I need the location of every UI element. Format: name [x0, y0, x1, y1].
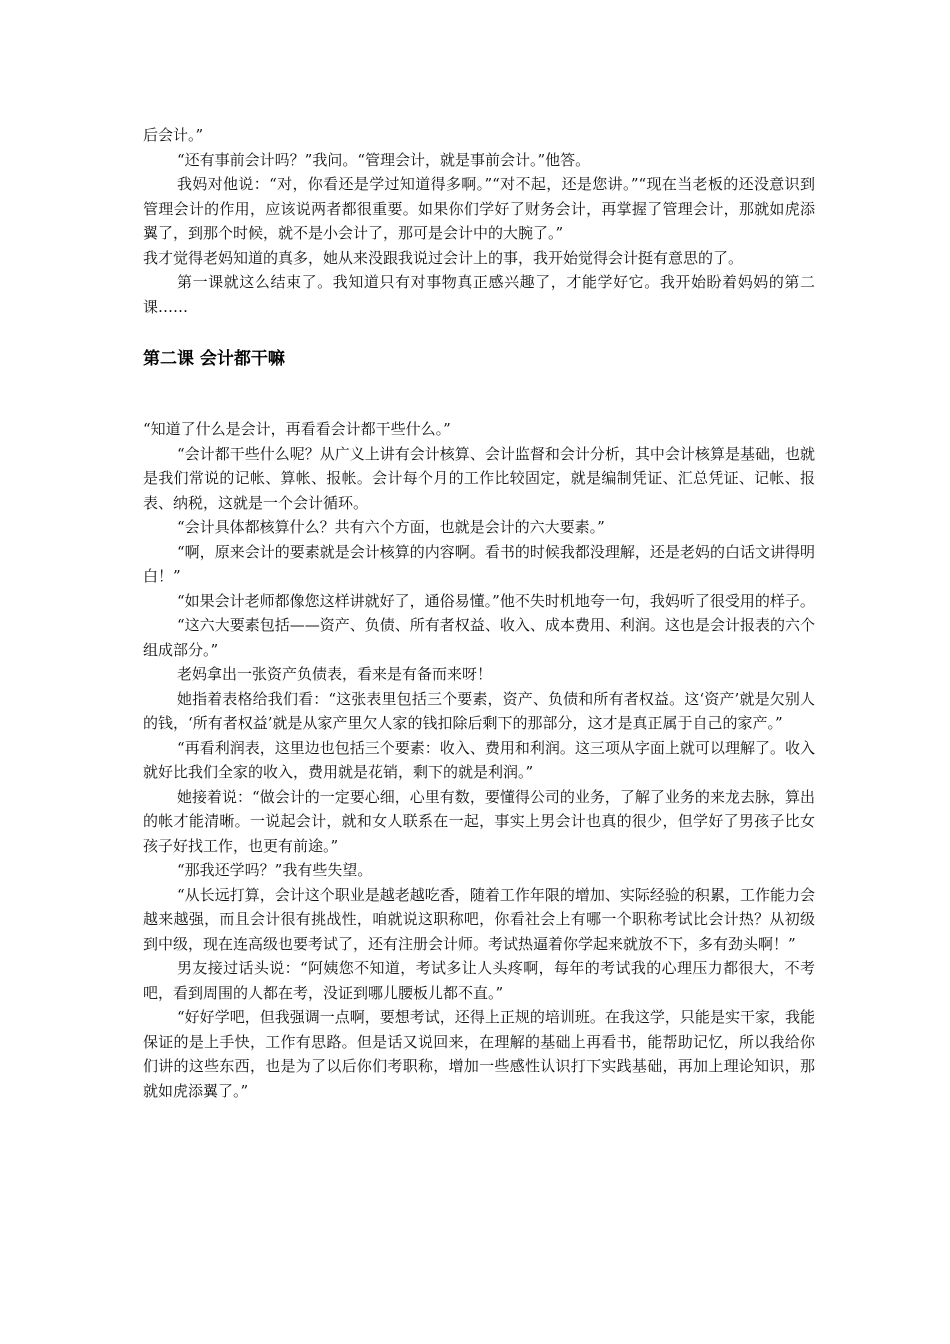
- paragraph-5: 第一课就这么结束了。我知道只有对事物真正感兴趣了，才能学好它。我开始盼着妈妈的第二课……: [143, 273, 815, 316]
- paragraph-8: “会计具体都核算什么？共有六个方面，也就是会计的六大要素。”: [177, 518, 605, 536]
- spacer: [143, 371, 815, 417]
- section-heading: 第二课 会计都干嘛: [143, 349, 285, 369]
- paragraph-11: “这六大要素包括——资产、负债、所有者权益、收入、成本费用、利润。这也是会计报表的六个组成部分。”: [143, 616, 815, 659]
- paragraph-13: 她指着表格给我们看：“这张表里包括三个要素，资产、负债和所有者权益。这‘资产’就是欠别人的钱，‘所有者权益’就是从家产里欠人家的钱扣除后剩下的那部分，这才是真正属于自己的家产。”: [143, 689, 815, 732]
- paragraph-9: “啊，原来会计的要素就是会计核算的内容啊。看书的时候我都没理解，还是老妈的白话文讲得明白！”: [143, 542, 815, 585]
- document-body: [143, 123, 815, 1103]
- paragraph-7: “会计都干些什么呢？从广义上讲有会计核算、会计监督和会计分析，其中会计核算是基础，也就是我们常说的记帐、算帐、报帐。会计每个月的工作比较固定，就是编制凭证、汇总凭证、记帐、报表、纳税，这就是一个会计循环。: [143, 444, 815, 512]
- paragraph-15: 她接着说：“做会计的一定要心细，心里有数，要懂得公司的业务，了解了业务的来龙去脉，算出的帐才能清晰。一说起会计，就和女人联系在一起，事实上男会计也真的很少，但学好了男孩子比女孩子好找工作，也更有前途。”: [143, 787, 815, 855]
- paragraph-18: 男友接过话头说：“阿姨您不知道，考试多让人头疼啊，每年的考试我的心理压力都很大，不考吧，看到周围的人都在考，没证到哪儿腰板儿都不直。”: [143, 959, 815, 1002]
- paragraph-3: 我妈对他说：“对，你看还是学过知道得多啊。”“对不起，还是您讲。”“现在当老板的还没意识到管理会计的作用，应该说两者都很重要。如果你们学好了财务会计，再掌握了管理会计，那就如虎添翼了，到那个时候，就不是小会计了，那可是会计中的大腕了。”: [143, 175, 815, 242]
- paragraph-4: 我才觉得老妈知道的真多，她从来没跟我说过会计上的事，我开始觉得会计挺有意思的了。: [143, 248, 744, 267]
- paragraph-14: “再看利润表，这里边也包括三个要素：收入、费用和利润。这三项从字面上就可以理解了。收入就好比我们全家的收入，费用就是花销，剩下的就是利润。”: [143, 738, 815, 781]
- paragraph-19: “好好学吧，但我强调一点啊，要想考试，还得上正规的培训班。在我这学，只能是实干家，我能保证的是上手快，工作有思路。但是话又说回来，在理解的基础上再看书，能帮助记忆，所以我给你们讲的这些东西，也是为了以后你们考职称，增加一些感性认识打下实践基础，再加上理论知识，那就如虎添翼了。”: [143, 1008, 815, 1100]
- paragraph-6: “知道了什么是会计，再看看会计都干些什么。”: [143, 420, 451, 438]
- paragraph-10: “如果会计老师都像您这样讲就好了，通俗易懂。”他不失时机地夸一句，我妈听了很受用的样子。: [177, 591, 815, 610]
- paragraph-16: “那我还学吗？”我有些失望。: [177, 861, 373, 879]
- paragraph-12: 老妈拿出一张资产负债表，看来是有备而来呀！: [177, 665, 493, 683]
- paragraph-2: “还有事前会计吗？”我问。“管理会计，就是事前会计。”他答。: [177, 150, 591, 169]
- paragraph-17: “从长远打算，会计这个职业是越老越吃香，随着工作年限的增加、实际经验的积累，工作能力会越来越强，而且会计很有挑战性，咱就说这职称吧，你看社会上有哪一个职称考试比会计热？从初级到中级，现在连高级也要考试了，还有注册会计师。考试热逼着你学起来就放不下，多有劲头啊！”: [143, 885, 815, 953]
- paragraph-1: 后会计。”: [143, 126, 204, 144]
